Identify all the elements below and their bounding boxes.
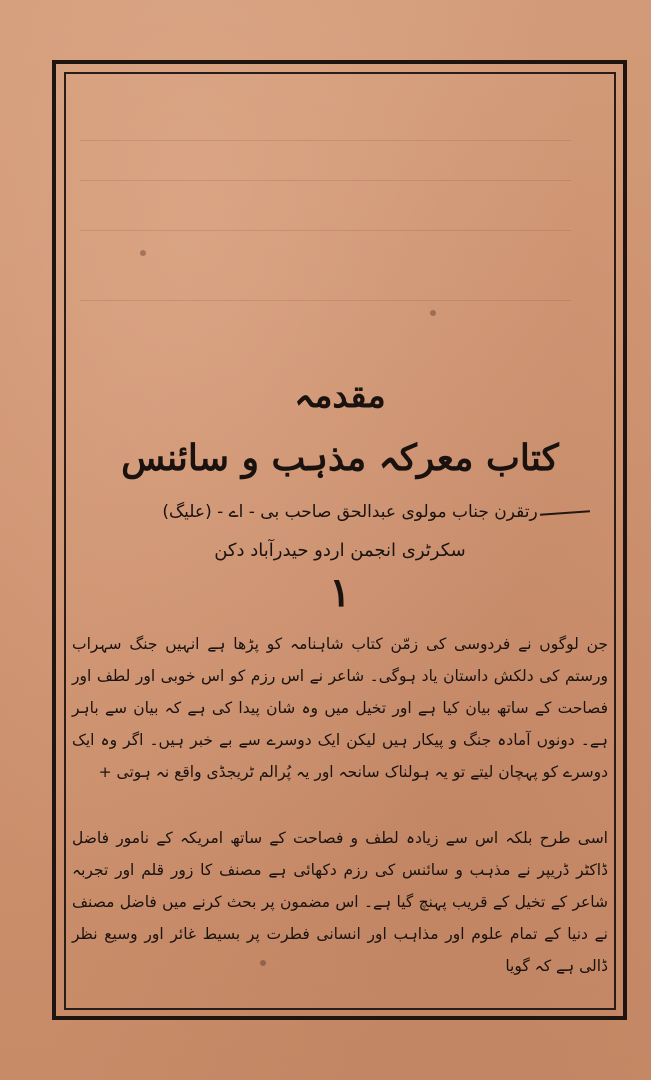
page-heading: مقدمہ <box>294 376 386 416</box>
section-number: ۱ <box>329 569 351 616</box>
book-title: کتاب معرکہ مذہب و سائنس <box>121 437 559 479</box>
paragraph-1: جن لوگوں نے فردوسی کی زمّن کتاب شاہنامہ کو پڑھا ہے انہیں جنگ سہراب ورستم کی دلکش داستان یاد ہوگی۔ شاعر نے اس رزم کو اس خوبی اور لطف اور فصاحت کے ساتھ بیان کیا ہے اور تخیل میں وہ شان پیدا کی ہے کہ بیان سے باہر ہے۔ دونوں آمادہ جنگ و پیکار ہیں لیکن ایک دوسرے سے بے خبر ہیں۔ اگر وہ ایک دوسرے کو پہچان لیتے تو یہ ہولناک سانحہ اور یہ پُرالم ٹریجڈی واقع نہ ہوتی + <box>72 635 608 781</box>
paragraph-2: اسی طرح بلکہ اس سے زیادہ لطف و فصاحت کے ساتھ امریکہ کے نامور فاضل ڈاکٹر ڈریپر نے مذہب و سائنس کی رزم دکھائی ہے مصنف کا زور قلم اور تجربہ شاعر کے تخیل کے قریب پہنچ گیا ہے۔ اس مضمون پر بحث کرنے میں فاضل مصنف نے دنیا کے تمام علوم اور مذاہب اور انسانی فطرت پر بسیط غائر اور وسیع نظر ڈالی ہے کہ گویا <box>72 829 608 975</box>
author-position: سکرٹری انجمن اردو حیدرآباد دکن <box>214 540 466 561</box>
author-line: رتقرن جناب مولوی عبدالحق صاحب بی - اے - (علیگ) <box>162 502 538 522</box>
